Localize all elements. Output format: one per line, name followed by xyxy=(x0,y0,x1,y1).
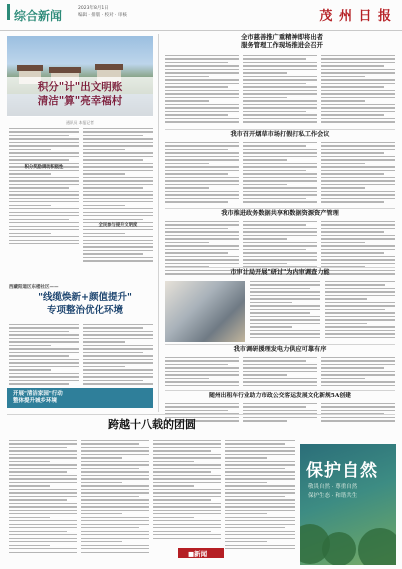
article-1-col-2 xyxy=(243,55,317,127)
bottom-col-3 xyxy=(153,440,221,544)
headline-1b: 服务管理工作现场推进会召开 xyxy=(241,42,323,49)
panel-line2: 整体提升城乡环境 xyxy=(13,398,58,404)
article-5-col-3 xyxy=(321,357,395,389)
lead-title-line2: 清洁"算"亮幸福村 xyxy=(37,95,123,107)
subhead-b: 全民参与提升文明度 xyxy=(98,223,138,228)
left-mid-text-1 xyxy=(9,324,79,386)
article-3b-col-2 xyxy=(325,281,395,343)
headline-1a: 全市慈善推广重精神即将出者 xyxy=(241,34,323,41)
left-mid-kicker: 西藏阳道区东楼社区—— xyxy=(9,285,59,290)
ad-title: 保护自然 xyxy=(306,461,378,481)
footer-logo xyxy=(178,548,224,558)
divider-bottom xyxy=(7,414,395,415)
article-2-col-2 xyxy=(243,142,317,206)
left-mid-text-2 xyxy=(83,324,153,386)
ad-line2: 保护生态 · 和谐共生 xyxy=(308,493,358,499)
section-marker xyxy=(7,4,10,20)
bottom-col-1 xyxy=(9,440,77,558)
masthead xyxy=(0,0,402,31)
column-rule xyxy=(158,34,159,412)
article-5-col-2 xyxy=(243,357,317,389)
panel-line1: 开展"清洁家园"行动 xyxy=(13,391,63,397)
section-name: 综合新闻 xyxy=(14,9,63,23)
headline-3: 我市推进政务数据共享和数据资源资产管理 xyxy=(221,210,339,217)
article-1-col-1 xyxy=(165,55,239,127)
issue-meta xyxy=(78,5,127,19)
left-col-text-1 xyxy=(9,128,79,248)
divider-2 xyxy=(165,208,395,209)
headline-6: 随州出租车行业助力市政公交客运发展文化新规5A创建 xyxy=(209,393,351,399)
footer-logo-text: ■新闻 xyxy=(188,550,208,558)
bottom-headline: 跨越十八载的团圆 xyxy=(108,418,196,431)
bottom-col-4 xyxy=(225,440,295,558)
divider-4 xyxy=(165,344,395,345)
left-col-text-2 xyxy=(83,128,153,268)
highlight-panel xyxy=(7,388,153,408)
headline-2: 我市召开烟草市场打假打私工作会议 xyxy=(230,131,330,138)
divider-1 xyxy=(165,129,395,130)
article-5-col-1 xyxy=(165,357,239,389)
article-2-col-3 xyxy=(321,142,395,206)
nature-ad xyxy=(300,444,396,565)
divider-5 xyxy=(165,390,395,391)
headline-5: 我市调研援理发电力供应可靠有序 xyxy=(233,346,327,353)
lead-title-line1: 积分"计"出文明账 xyxy=(37,81,123,93)
left-mid-title-1: "线缆焕新+颜值提升" xyxy=(38,292,132,303)
subhead-a: 积分奖励调动积极性 xyxy=(24,165,64,170)
lead-title xyxy=(10,80,150,108)
newspaper-logo: 茂 州 日 报 xyxy=(319,9,392,24)
left-mid-title-2: 专项整治优化环境 xyxy=(46,305,123,316)
issue-editors: 编辑 · 排版 · 校对 · 审核 xyxy=(78,13,127,18)
ad-line1: 敬畏自然 · 尊重自然 xyxy=(308,484,358,490)
article-1-col-3 xyxy=(321,55,395,127)
article-photo xyxy=(165,281,245,342)
lead-byline: 通讯员 本报记者 xyxy=(66,120,94,125)
bottom-col-2 xyxy=(81,440,149,558)
article-3b-col-1 xyxy=(250,281,320,343)
article-2-col-1 xyxy=(165,142,239,206)
headline-4: 市审计局开展"研讨"为内审调查力能 xyxy=(230,269,330,276)
issue-date: 2023年8月1日 xyxy=(78,6,109,11)
panel-text xyxy=(13,391,63,405)
divider-3 xyxy=(165,267,395,268)
